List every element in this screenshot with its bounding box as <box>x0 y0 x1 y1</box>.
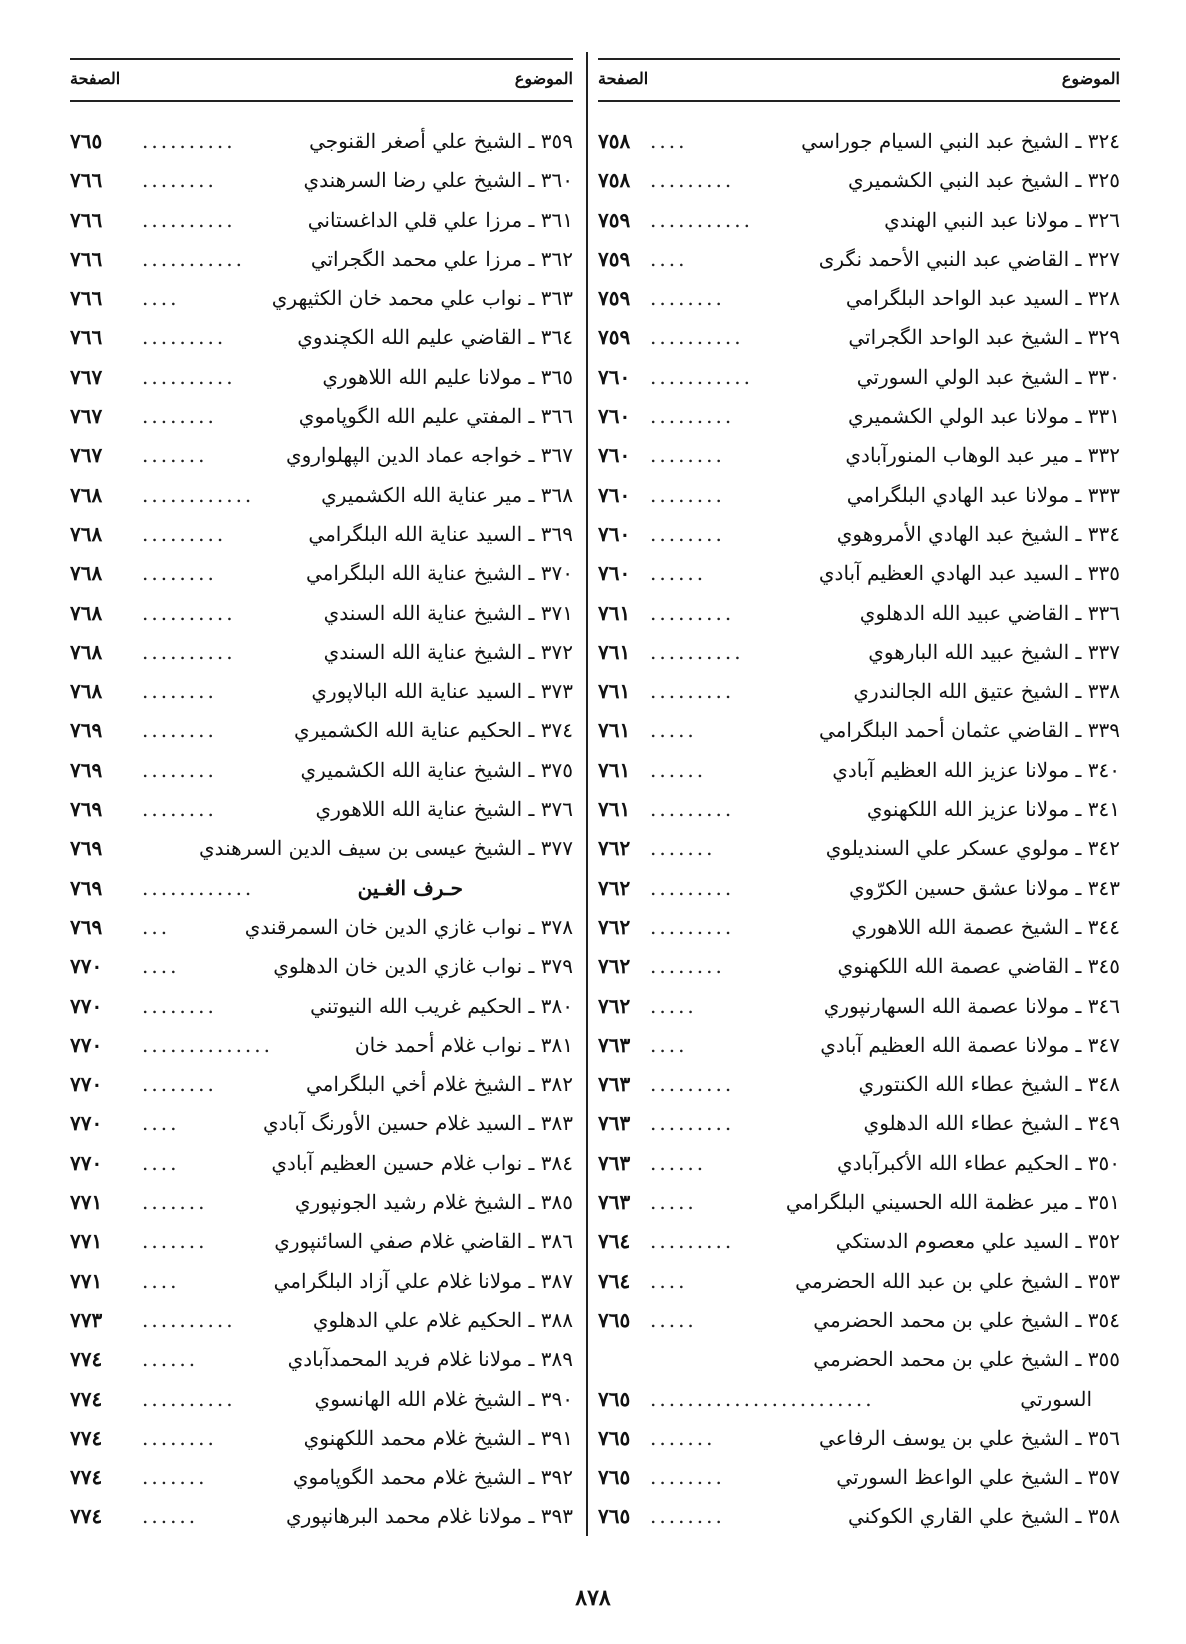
index-entry <box>70 122 573 161</box>
page-number: ٨٧٨ <box>575 1585 611 1611</box>
index-entry <box>70 240 573 279</box>
entry-title: ٣٨٢ ـ الشيخ غلام أخي البلگرامي <box>305 1072 573 1097</box>
dot-leader: ........ <box>650 286 725 311</box>
entry-title: ٣٨٣ ـ السيد غلام حسين الأورنگ آبادي <box>262 1111 573 1136</box>
entry-title: ٣٣٦ ـ القاضي عبيد الله الدهلوي <box>859 600 1120 625</box>
entry-page-number: ٧٥٩ <box>598 207 631 232</box>
index-entry <box>598 790 1120 829</box>
dot-leader: .... <box>142 1268 180 1293</box>
dot-leader: ........ <box>142 1425 217 1450</box>
entry-page-number: ٧٦٧ <box>70 404 103 429</box>
entry-page-number: ٧٦٠ <box>598 521 631 546</box>
dot-leader: ........... <box>650 207 753 232</box>
entry-page-number: ٧٦٠ <box>598 561 631 586</box>
entry-title: ٣٨٨ ـ الحكيم غلام علي الدهلوي <box>312 1307 573 1332</box>
dot-leader: ........ <box>650 1504 725 1529</box>
dot-leader: ......... <box>650 1072 735 1097</box>
entry-title: ٣٥٥ ـ الشيخ علي بن محمد الحضرمي <box>813 1347 1120 1372</box>
entry-page-number: ٧٦٣ <box>598 1072 631 1097</box>
entry-title: ٣٦٦ ـ المفتي عليم الله الگوپاموي <box>298 404 573 429</box>
entry-page-number: ٧٦١ <box>598 718 631 743</box>
index-entry <box>70 790 573 829</box>
section-heading <box>70 869 573 908</box>
column-divider <box>586 52 588 1536</box>
index-entry <box>70 358 573 397</box>
dot-leader: ....... <box>142 1190 208 1215</box>
entry-page-number: ٧٦٣ <box>598 1150 631 1175</box>
entry-page-number: ٧٧٤ <box>70 1465 103 1490</box>
index-entry <box>70 1301 573 1340</box>
left-entries-list <box>70 122 573 1537</box>
dot-leader: ......... <box>650 168 735 193</box>
dot-leader: ....... <box>650 836 716 861</box>
index-entry <box>70 1497 573 1536</box>
topic-header: الموضوع <box>514 69 573 88</box>
entry-page-number: ٧٧٤ <box>70 1347 103 1372</box>
dot-leader: ....... <box>142 1465 208 1490</box>
dot-leader: ..... <box>650 993 697 1018</box>
dot-leader: ... <box>142 914 171 939</box>
entry-title: ٣٤٩ ـ الشيخ عطاء الله الدهلوي <box>863 1111 1120 1136</box>
entry-page-number: ٧٧٠ <box>70 993 103 1018</box>
right-column-header <box>598 58 1120 102</box>
dot-leader: ........ <box>650 443 725 468</box>
entry-title: ٣٣٧ ـ الشيخ عبيد الله البارهوي <box>868 639 1120 664</box>
dot-leader: ....... <box>650 1425 716 1450</box>
dot-leader: .... <box>650 129 688 153</box>
entry-page-number: ٧٧١ <box>70 1229 103 1254</box>
index-entry <box>598 1340 1120 1379</box>
index-entry <box>598 1183 1120 1222</box>
entry-page-number: ٧٦٤ <box>598 1229 631 1254</box>
dot-leader: .............. <box>142 1032 274 1057</box>
index-entry <box>598 1419 1120 1458</box>
entry-page-number: ٧٦٢ <box>598 875 631 900</box>
entry-title: السورتي <box>1020 1386 1092 1411</box>
left-column-header <box>70 58 573 102</box>
entry-page-number: ٧٦١ <box>598 600 631 625</box>
index-entry <box>598 318 1120 357</box>
dot-leader: ......... <box>650 600 735 625</box>
dot-leader: ........ <box>650 1465 725 1490</box>
index-entry <box>598 515 1120 554</box>
entry-title: ٣٣٥ ـ السيد عبد الهادي العظيم آبادي <box>818 561 1120 586</box>
entry-page-number: ٧٧٠ <box>70 1111 103 1136</box>
dot-leader: ........ <box>142 168 217 193</box>
entry-title: ٣٧١ ـ الشيخ عناية الله السندي <box>323 600 573 625</box>
entry-page-number: ٧٦٢ <box>598 836 631 861</box>
index-entry <box>598 554 1120 593</box>
dot-leader: .......... <box>142 639 236 664</box>
entry-title: ٣٢٥ ـ الشيخ عبد النبي الكشميري <box>848 168 1120 193</box>
entry-page-number: ٧٦٥ <box>598 1307 631 1332</box>
page-header: الصفحة <box>70 69 121 88</box>
index-entry <box>70 829 573 868</box>
entry-title: ٣٧٣ ـ السيد عناية الله البالاپوري <box>311 679 573 704</box>
entry-page-number: ٧٦١ <box>598 679 631 704</box>
entry-page-number: ٧٦٢ <box>598 914 631 939</box>
entry-page-number: ٧٦١ <box>598 639 631 664</box>
entry-title: ٣٥٣ ـ الشيخ علي بن عبد الله الحضرمي <box>795 1268 1120 1293</box>
entry-page-number: ٧٦٩ <box>70 875 103 900</box>
index-entry <box>70 318 573 357</box>
dot-leader: .......... <box>142 129 236 153</box>
entry-page-number: ٧٦٨ <box>70 482 103 507</box>
entry-title: ٣٤٧ ـ مولانا عصمة الله العظيم آبادي <box>820 1032 1120 1057</box>
entry-page-number: ٧٦٨ <box>70 679 103 704</box>
index-entry <box>70 908 573 947</box>
index-entry <box>598 240 1120 279</box>
entry-title: ٣٤٢ ـ مولوي عسكر علي السنديلوي <box>825 836 1120 861</box>
index-entry <box>70 1183 573 1222</box>
entry-page-number: ٧٦٦ <box>70 286 103 311</box>
entry-title: ٣٣٣ ـ مولانا عبد الهادي البلگرامي <box>846 482 1120 507</box>
entry-title: ٣٧٢ ـ الشيخ عناية الله السندي <box>323 639 573 664</box>
index-entry <box>70 1419 573 1458</box>
dot-leader: .......... <box>142 1307 236 1332</box>
entry-title: ٣٤٥ ـ القاضي عصمة الله اللكهنوي <box>837 954 1120 979</box>
entry-title: ٣٨٧ ـ مولانا غلام علي آزاد البلگرامي <box>273 1268 573 1293</box>
index-entry <box>70 515 573 554</box>
entry-title: ٣٦٢ ـ مرزا علي محمد الگجراتي <box>310 246 573 271</box>
dot-leader: .... <box>142 1150 180 1175</box>
entry-page-number: ٧٦٢ <box>598 954 631 979</box>
entry-page-number: ٧٥٩ <box>598 246 631 271</box>
entry-page-number: ٧٧٤ <box>70 1425 103 1450</box>
entry-title: ٣٧٨ ـ نواب غازي الدين خان السمرقندي <box>244 914 573 939</box>
entry-title: ٣٥٢ ـ السيد علي معصوم الدستكي <box>835 1229 1120 1254</box>
dot-leader: ......... <box>142 325 227 350</box>
dot-leader: ........ <box>142 561 217 586</box>
dot-leader: ........ <box>142 679 217 704</box>
entry-title: ٣٧٩ ـ نواب غازي الدين خان الدهلوي <box>273 954 573 979</box>
entry-page-number: ٧٦٦ <box>70 325 103 350</box>
dot-leader: ...... <box>142 1347 199 1372</box>
index-entry <box>598 987 1120 1026</box>
dot-leader: ......... <box>650 1229 735 1254</box>
dot-leader: .......... <box>142 364 236 389</box>
entry-title: ٣٥٤ ـ الشيخ علي بن محمد الحضرمي <box>813 1307 1120 1332</box>
dot-leader: ............ <box>142 482 255 507</box>
index-entry <box>70 1380 573 1419</box>
entry-title: ٣٥١ ـ مير عظمة الله الحسيني البلگرامي <box>785 1190 1120 1215</box>
dot-leader: ........ <box>650 482 725 507</box>
index-entry <box>598 397 1120 436</box>
entry-title: ٣٦٣ ـ نواب علي محمد خان الكثيهري <box>271 286 573 311</box>
index-entry <box>598 751 1120 790</box>
index-entry <box>70 1065 573 1104</box>
index-entry <box>70 161 573 200</box>
entry-title: ٣٦٤ ـ القاضي عليم الله الكچندوي <box>297 325 573 350</box>
entry-title: ٣٥٦ ـ الشيخ علي بن يوسف الرفاعي <box>819 1425 1120 1450</box>
dot-leader: .......... <box>142 207 236 232</box>
dot-leader: .... <box>650 1268 688 1293</box>
dot-leader: ...... <box>650 561 707 586</box>
dot-leader: ......... <box>650 875 735 900</box>
dot-leader: ........ <box>650 954 725 979</box>
entry-page-number: ٧٦٦ <box>70 168 103 193</box>
entry-page-number: ٧٦٥ <box>70 129 103 153</box>
entry-title: ٣٥٠ ـ الحكيم عطاء الله الأكبرآبادي <box>837 1150 1120 1175</box>
dot-leader: ......... <box>650 404 735 429</box>
dot-leader: ........ <box>142 1072 217 1097</box>
entry-page-number: ٧٦٠ <box>598 443 631 468</box>
index-entry <box>598 633 1120 672</box>
entry-title: ٣٥٨ ـ الشيخ علي القاري الكوكني <box>848 1504 1120 1529</box>
entry-page-number: ٧٧٠ <box>70 1150 103 1175</box>
dot-leader: ........ <box>142 797 217 822</box>
entry-title: ٣٦١ ـ مرزا علي قلي الداغستاني <box>307 207 573 232</box>
index-entry <box>598 829 1120 868</box>
index-entry <box>598 711 1120 750</box>
dot-leader: ....... <box>142 1229 208 1254</box>
entry-title: ٣٩٢ ـ الشيخ غلام محمد الگوپاموي <box>292 1465 573 1490</box>
index-entry <box>598 1458 1120 1497</box>
entry-page-number: ٧٧٠ <box>70 1032 103 1057</box>
entry-page-number: ٧٧٤ <box>70 1504 103 1529</box>
dot-leader: ..... <box>650 1190 697 1215</box>
dot-leader: ........ <box>142 757 217 782</box>
entry-title: ٣٧٧ ـ الشيخ عيسى بن سيف الدين السرهندي <box>198 836 573 861</box>
index-entry <box>598 476 1120 515</box>
entry-title: ٣٥٩ ـ الشيخ علي أصغر القنوجي <box>309 129 573 153</box>
entry-page-number: ٧٦٦ <box>70 207 103 232</box>
dot-leader: .... <box>142 286 180 311</box>
entry-title: ٣٦٩ ـ السيد عناية الله البلگرامي <box>308 521 573 546</box>
entry-page-number: ٧٥٨ <box>598 168 631 193</box>
index-entry <box>598 869 1120 908</box>
entry-title: ٣٨٩ ـ مولانا غلام فريد المحمدآبادي <box>287 1347 573 1372</box>
index-entry <box>598 594 1120 633</box>
entry-page-number: ٧٦٤ <box>598 1268 631 1293</box>
dot-leader: ........... <box>650 364 753 389</box>
entry-title: ٣٢٦ ـ مولانا عبد النبي الهندي <box>884 207 1120 232</box>
page-header: الصفحة <box>598 69 649 88</box>
index-entry <box>598 947 1120 986</box>
index-entry <box>598 122 1120 161</box>
entry-page-number: ٧٦٠ <box>598 404 631 429</box>
entry-page-number: ٧٦٥ <box>598 1386 631 1411</box>
index-entry <box>598 201 1120 240</box>
index-entry <box>598 436 1120 475</box>
entry-page-number: ٧٧١ <box>70 1190 103 1215</box>
index-entry <box>70 279 573 318</box>
dot-leader: ........ <box>142 718 217 743</box>
entry-title: ٣٦٨ ـ مير عناية الله الكشميري <box>321 482 573 507</box>
entry-title: ٣٧٥ ـ الشيخ عناية الله الكشميري <box>300 757 573 782</box>
entry-page-number: ٧٦١ <box>598 797 631 822</box>
index-entry <box>70 201 573 240</box>
index-entry <box>70 987 573 1026</box>
entry-page-number: ٧٦٨ <box>70 561 103 586</box>
entry-page-number: ٧٥٩ <box>598 286 631 311</box>
entry-page-number: ٧٧٠ <box>70 1072 103 1097</box>
dot-leader: ...... <box>650 1150 707 1175</box>
index-entry <box>598 1262 1120 1301</box>
index-entry <box>70 672 573 711</box>
entry-page-number: ٧٦١ <box>598 757 631 782</box>
index-entry <box>598 1065 1120 1104</box>
entry-title: ٣٣٤ ـ الشيخ عبد الهادي الأمروهوي <box>836 521 1120 546</box>
index-entry <box>70 397 573 436</box>
index-entry <box>70 1026 573 1065</box>
entry-page-number: ٧٦٨ <box>70 600 103 625</box>
index-entry <box>598 1026 1120 1065</box>
entry-title: ٣٦٧ ـ خواجه عماد الدين الپهلواروي <box>285 443 573 468</box>
entry-title: ٣٢٧ ـ القاضي عبد النبي الأحمد نگرى <box>818 246 1120 271</box>
index-entry <box>70 711 573 750</box>
entry-page-number: ٧٦٩ <box>70 914 103 939</box>
entry-page-number: ٧٥٩ <box>598 325 631 350</box>
entry-title: ٣٣٢ ـ مير عبد الوهاب المنورآبادي <box>845 443 1120 468</box>
entry-title: ٣٣٩ ـ القاضي عثمان أحمد البلگرامي <box>818 718 1120 743</box>
entry-title: ٣٣٠ ـ الشيخ عبد الولي السورتي <box>856 364 1120 389</box>
entry-title: ٣٥٧ ـ الشيخ علي الواعظ السورتي <box>836 1465 1120 1490</box>
entry-page-number: ٧٦٥ <box>598 1425 631 1450</box>
entry-title: ٣٩٠ ـ الشيخ غلام الله الهانسوي <box>314 1386 573 1411</box>
index-entry <box>70 594 573 633</box>
index-entry <box>70 1144 573 1183</box>
entry-title: ٣٦٥ ـ مولانا عليم الله اللاهوري <box>322 364 573 389</box>
entry-title: ٣٩١ ـ الشيخ غلام محمد اللكهنوي <box>303 1425 573 1450</box>
dot-leader: ........... <box>142 246 245 271</box>
entry-page-number: ٧٦٥ <box>598 1504 631 1529</box>
dot-leader: ............ <box>142 875 255 900</box>
index-entry <box>70 1262 573 1301</box>
entry-title: ٣٣٨ ـ الشيخ عتيق الله الجالندري <box>853 679 1120 704</box>
entry-title: ٣٦٠ ـ الشيخ علي رضا السرهندي <box>303 168 573 193</box>
entry-page-number: ٧٦٦ <box>70 246 103 271</box>
index-entry <box>598 1104 1120 1143</box>
dot-leader: .... <box>142 1111 180 1136</box>
dot-leader: ..... <box>650 1307 697 1332</box>
entry-page-number: ٧٥٨ <box>598 129 631 153</box>
index-entry <box>598 1144 1120 1183</box>
left-column <box>70 58 573 1546</box>
entry-page-number: ٧٦٥ <box>598 1465 631 1490</box>
dot-leader: ...... <box>142 1504 199 1529</box>
index-entry <box>598 279 1120 318</box>
entry-title: ٣٤٦ ـ مولانا عصمة الله السهارنپوري <box>823 993 1120 1018</box>
index-entry <box>70 436 573 475</box>
dot-leader: .... <box>142 954 180 979</box>
entry-title: ٣٨٤ ـ نواب غلام حسين العظيم آبادي <box>271 1150 573 1175</box>
entry-page-number: ٧٦٣ <box>598 1032 631 1057</box>
entry-page-number: ٧٧٠ <box>70 954 103 979</box>
dot-leader: .... <box>650 246 688 271</box>
topic-header: الموضوع <box>1061 69 1120 88</box>
entry-title: ٣٨٦ ـ القاضي غلام صفي السائنپوري <box>274 1229 573 1254</box>
entry-title: ٣٢٩ ـ الشيخ عبد الواحد الگجراتي <box>848 325 1120 350</box>
entry-title: ٣٨١ ـ نواب غلام أحمد خان <box>354 1032 573 1057</box>
entry-title: ٣٨٠ ـ الحكيم غريب الله النيوتني <box>310 993 573 1018</box>
dot-leader: .......... <box>650 639 744 664</box>
entry-page-number: ٧٦٣ <box>598 1190 631 1215</box>
entry-title: ٣٤٤ ـ الشيخ عصمة الله اللاهوري <box>851 914 1120 939</box>
dot-leader: ...... <box>650 757 707 782</box>
entry-page-number: ٧٦٨ <box>70 521 103 546</box>
index-entry <box>70 1340 573 1379</box>
entry-page-number: ٧٦٣ <box>598 1111 631 1136</box>
dot-leader: ..... <box>650 718 697 743</box>
entry-page-number: ٧٦٩ <box>70 757 103 782</box>
entry-title: ٣٢٨ ـ السيد عبد الواحد البلگرامي <box>845 286 1120 311</box>
entry-title: ٣٤١ ـ مولانا عزيز الله اللكهنوي <box>866 797 1120 822</box>
entry-title: ٣٧٦ ـ الشيخ عناية الله اللاهوري <box>315 797 573 822</box>
dot-leader: ........ <box>142 993 217 1018</box>
index-entry <box>598 161 1120 200</box>
index-entry <box>598 358 1120 397</box>
index-entry <box>70 554 573 593</box>
right-entries-list <box>598 122 1120 1537</box>
index-entry <box>70 751 573 790</box>
dot-leader: .......... <box>142 600 236 625</box>
entry-title: ٣٣١ ـ مولانا عبد الولي الكشميري <box>847 404 1120 429</box>
entry-page-number: ٧٦٨ <box>70 639 103 664</box>
index-entry <box>598 1497 1120 1536</box>
index-entry <box>70 476 573 515</box>
entry-page-number: ٧٦٩ <box>70 836 103 861</box>
entry-page-number: ٧٦٠ <box>598 482 631 507</box>
entry-page-number: ٧٦٠ <box>598 364 631 389</box>
dot-leader: .......... <box>650 325 744 350</box>
entry-title: ٣٨٥ ـ الشيخ غلام رشيد الجونپوري <box>294 1190 573 1215</box>
index-entry <box>70 633 573 672</box>
entry-title: ٣٤٠ ـ مولانا عزيز الله العظيم آبادي <box>832 757 1120 782</box>
entry-title: حـرف الغـين <box>357 875 463 900</box>
entry-page-number: ٧٦٩ <box>70 718 103 743</box>
index-entry <box>598 1301 1120 1340</box>
index-entry <box>70 1104 573 1143</box>
dot-leader: ......... <box>650 797 735 822</box>
entry-page-number: ٧٧١ <box>70 1268 103 1293</box>
entry-title: ٣٤٨ ـ الشيخ عطاء الله الكنتوري <box>858 1072 1120 1097</box>
entry-title: ٣٩٣ ـ مولانا غلام محمد البرهانپوري <box>285 1504 573 1529</box>
entry-title: ٣٢٤ ـ الشيخ عبد النبي السيام جوراسي <box>801 129 1120 153</box>
dot-leader: ......... <box>650 914 735 939</box>
entry-page-number: ٧٧٤ <box>70 1386 103 1411</box>
dot-leader: ......... <box>650 679 735 704</box>
right-column <box>598 58 1120 1546</box>
entry-page-number: ٧٧٣ <box>70 1307 103 1332</box>
dot-leader: ....... <box>142 443 208 468</box>
index-entry <box>598 908 1120 947</box>
dot-leader: ......... <box>142 521 227 546</box>
index-entry <box>70 1458 573 1497</box>
dot-leader: .... <box>650 1032 688 1057</box>
entry-page-number: ٧٦٩ <box>70 797 103 822</box>
index-entry <box>598 1380 1120 1419</box>
entry-page-number: ٧٦٧ <box>70 364 103 389</box>
dot-leader: ........................ <box>650 1386 875 1411</box>
entry-page-number: ٧٦٢ <box>598 993 631 1018</box>
entry-title: ٣٤٣ ـ مولانا عشق حسين الكرّوي <box>849 875 1120 900</box>
index-entry <box>598 1222 1120 1261</box>
index-entry <box>598 672 1120 711</box>
dot-leader: .......... <box>142 1386 236 1411</box>
entry-page-number: ٧٦٧ <box>70 443 103 468</box>
index-entry <box>70 1222 573 1261</box>
index-entry <box>70 947 573 986</box>
dot-leader: ......... <box>650 1111 735 1136</box>
dot-leader: ........ <box>650 521 725 546</box>
entry-title: ٣٧٠ ـ الشيخ عناية الله البلگرامي <box>306 561 573 586</box>
entry-title: ٣٧٤ ـ الحكيم عناية الله الكشميري <box>293 718 573 743</box>
dot-leader: ........ <box>142 404 217 429</box>
